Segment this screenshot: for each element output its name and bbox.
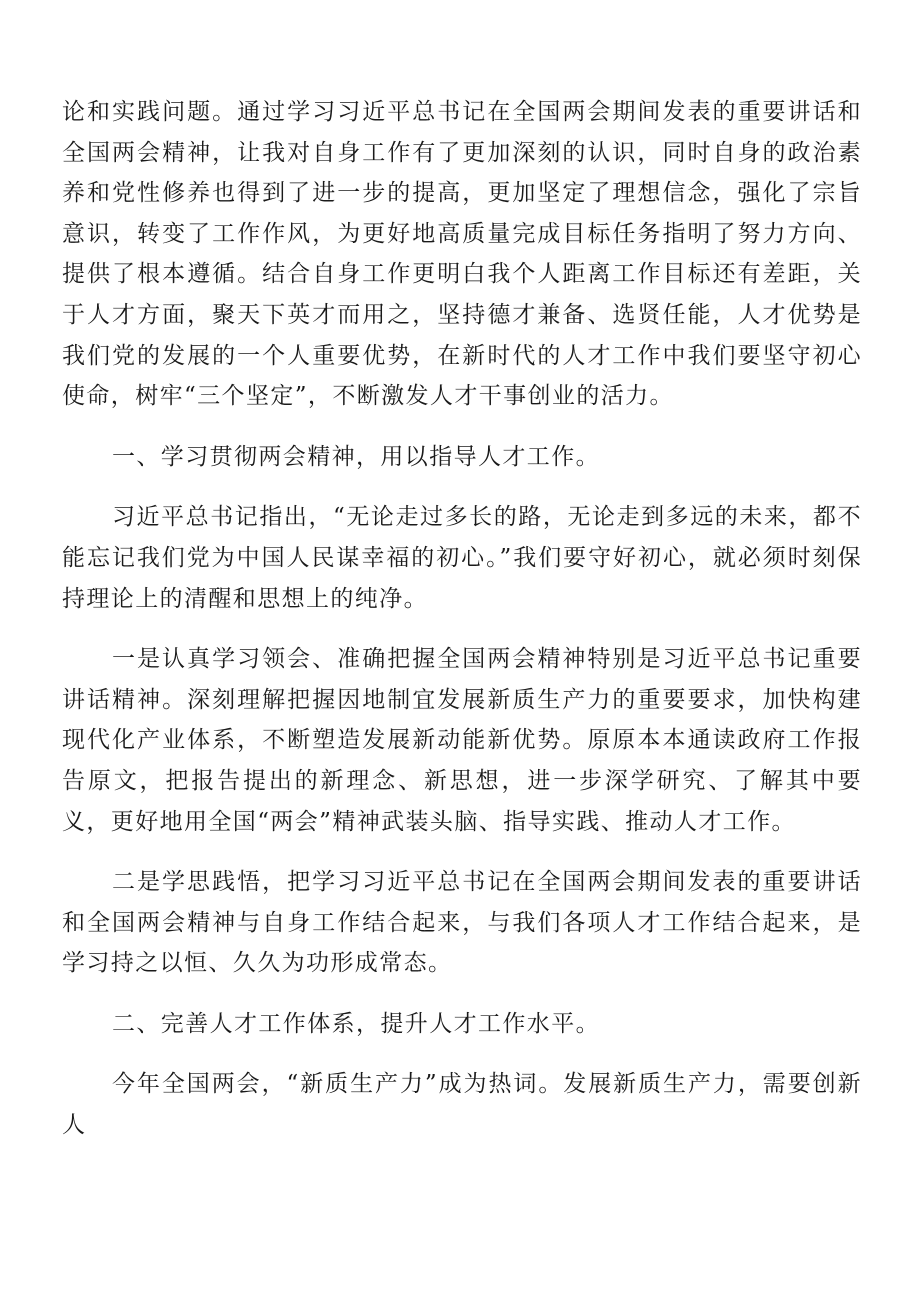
paragraph-continuation: 论和实践问题。通过学习习近平总书记在全国两会期间发表的重要讲话和全国两会精神，让我对自身工作有了更加深刻的认识，同时自身的政治素养和党性修养也得到了进一步的提高，更加坚定了理想信念，强化了宗旨意识，转变了工作作风，为更好地高质量完成目标任务指明了努力方向、提供了根本遵循。结合自身工作更明白我个人距离工作目标还有差距，关于人才方面，聚天下英才而用之，坚持德才兼备、选贤任能，人才优势是我们党的发展的一个人重要优势，在新时代的人才工作中我们要坚守初心使命，树牢“三个坚定”，不断激发人才干事创业的活力。 xyxy=(62,99,862,410)
paragraph-point-1: 一是认真学习领会、准确把握全国两会精神特别是习近平总书记重要讲话精神。深刻理解把握因地制宜发展新质生产力的重要要求，加快构建现代化产业体系，不断塑造发展新动能新优势。原原本本通读政府工作报告原文，把报告提出的新理念、新思想，进一步深学研究、了解其中要义，更好地用全国“两会”精神武装头脑、指导实践、推动人才工作。 xyxy=(62,646,862,835)
paragraph-point-2: 二是学思践悟，把学习习近平总书记在全国两会期间发表的重要讲话和全国两会精神与自身工作结合起来，与我们各项人才工作结合起来，是学习持之以恒、久久为功形成常态。 xyxy=(62,869,862,977)
document-body xyxy=(62,92,862,1146)
section-heading-2: 二、完善人才工作体系，提升人才工作水平。 xyxy=(112,1010,600,1037)
paragraph-new-productivity: 今年全国两会，“新质生产力”成为热词。发展新质生产力，需要创新人 xyxy=(62,1071,862,1139)
section-heading-1: 一、学习贯彻两会精神，用以指导人才工作。 xyxy=(112,443,600,470)
paragraph-quote: 习近平总书记指出，“无论走过多长的路，无论走到多远的未来，都不能忘记我们党为中国人民谋幸福的初心。”我们要守好初心，就必须时刻保持理论上的清醒和思想上的纯净。 xyxy=(62,504,862,612)
